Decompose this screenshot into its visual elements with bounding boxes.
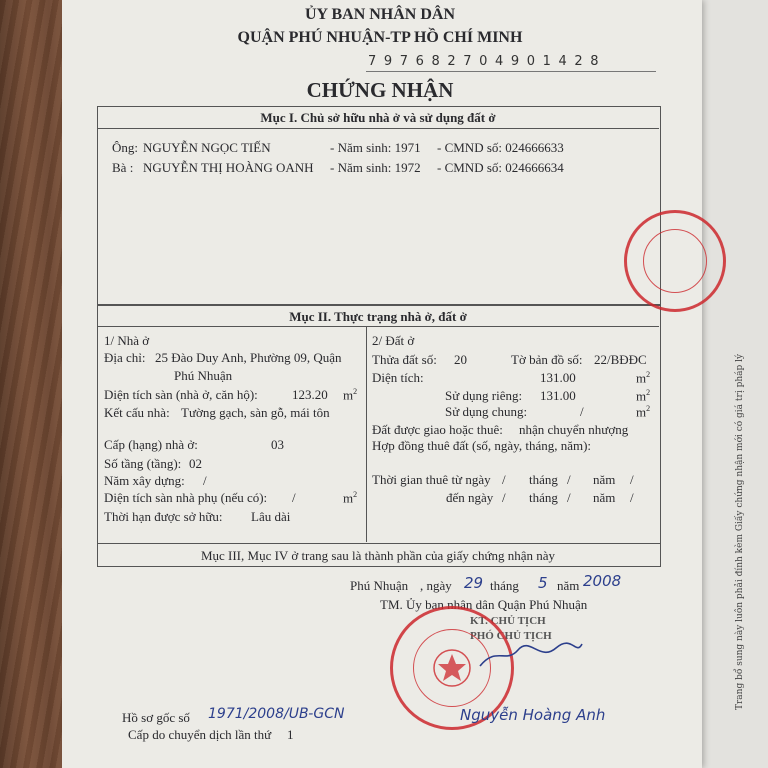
- lease-to-year: /: [630, 490, 634, 505]
- footer-note: Mục III, Mục IV ở trang sau là thành phần của giấy chứng nhận này: [200, 548, 556, 563]
- issuer-line2: QUẬN PHÚ NHUẬN-TP HỒ CHÍ MINH: [237, 29, 523, 46]
- aux-area-value: /: [292, 490, 296, 505]
- signing-place: Phú Nhuận: [350, 578, 409, 593]
- signing-year-label: năm: [557, 578, 580, 593]
- wood-grain: [0, 0, 70, 768]
- owner1-prefix: Ông:: [112, 140, 138, 155]
- private-use-value: 131.00: [540, 388, 576, 403]
- address-label: Địa chỉ:: [104, 350, 146, 365]
- section1-heading: Mục I. Chủ sở hữu nhà ở và sử dụng đất ở: [260, 110, 496, 125]
- address-line2: Phú Nhuận: [174, 368, 233, 383]
- signing-day: 29: [464, 574, 484, 592]
- house-title: 1/ Nhà ở: [104, 333, 150, 348]
- signing-role1: KT. CHỦ TỊCH: [470, 615, 546, 627]
- file-number-label: Hồ sơ gốc số: [122, 710, 190, 725]
- term-value: Lâu dài: [251, 509, 291, 524]
- private-use-label: Sử dụng riêng:: [445, 388, 523, 403]
- term-label: Thời hạn được sở hữu:: [104, 509, 223, 524]
- map-value: 22/BĐĐC: [594, 352, 647, 367]
- lease-from-year: /: [630, 472, 634, 487]
- lease-to-month-label: tháng: [529, 490, 558, 505]
- allocation-label: Đất được giao hoặc thuê:: [372, 422, 503, 437]
- section1-box: [97, 106, 661, 306]
- lease-from-day: /: [502, 472, 506, 487]
- section2-heading: Mục II. Thực trạng nhà ở, đất ở: [289, 309, 467, 324]
- lease-from-month: /: [567, 472, 571, 487]
- owner1-id: - CMND số: 024666633: [437, 140, 564, 155]
- signing-role2: PHÓ CHỦ TỊCH: [470, 630, 552, 642]
- year-built-value: /: [203, 473, 207, 488]
- issue-count-value: 1: [287, 727, 294, 742]
- shared-use-value: /: [580, 404, 584, 419]
- signature-scribble: [476, 636, 586, 676]
- owner2-name: NGUYỄN THỊ HOÀNG OANH: [143, 160, 314, 175]
- floor-area-unit: $m^2$: [343, 387, 358, 403]
- supplement-page-text: Trang bổ sung này luôn phải đính kèm Giấy chứng nhận mới có giá trị pháp lý: [735, 353, 745, 710]
- signer-name: Nguyễn Hoàng Anh: [460, 706, 606, 724]
- owner1-name: NGUYỄN NGỌC TIẾN: [143, 140, 271, 155]
- floors-value: 02: [189, 456, 202, 471]
- lease-to-year-label: năm: [593, 490, 616, 505]
- star-emblem-icon: [430, 646, 474, 690]
- structure-value: Tường gạch, sàn gỗ, mái tôn: [181, 405, 330, 420]
- owner2-birth: - Năm sinh: 1972: [330, 160, 421, 175]
- serial-number: 797682704901428: [368, 54, 607, 69]
- lease-to-day: /: [502, 490, 506, 505]
- parcel-value: 20: [454, 352, 467, 367]
- owner2-id: - CMND số: 024666634: [437, 160, 564, 175]
- owner2-prefix: Bà :: [112, 160, 134, 175]
- section2-column-divider: [366, 326, 367, 542]
- document-title: CHỨNG NHẬN: [306, 78, 454, 102]
- lease-from-month-label: tháng: [529, 472, 558, 487]
- allocation-value: nhận chuyển nhượng: [519, 422, 629, 437]
- side-seal-stamp: [624, 210, 726, 312]
- issuer-line1: ỦY BAN NHÂN DÂN: [304, 6, 456, 23]
- lease-contract-label: Hợp đồng thuê đất (số, ngày, tháng, năm):: [372, 438, 592, 453]
- floor-area-label: Diện tích sàn (nhà ở, căn hộ):: [104, 387, 258, 402]
- lease-to-label: đến ngày: [446, 490, 494, 505]
- land-title: 2/ Đất ở: [372, 333, 415, 348]
- grade-label: Cấp (hạng) nhà ở:: [104, 437, 198, 452]
- shared-use-unit: $m^2$: [636, 404, 651, 420]
- land-area-value: 131.00: [540, 370, 576, 385]
- year-built-label: Năm xây dựng:: [104, 473, 185, 488]
- issue-count-label: Cấp do chuyển dịch lần thứ: [128, 727, 272, 742]
- parcel-label: Thửa đất số:: [372, 352, 437, 367]
- side-seal-inner: [643, 229, 707, 293]
- lease-from-year-label: năm: [593, 472, 616, 487]
- lease-to-month: /: [567, 490, 571, 505]
- signing-authority: TM. Ủy ban nhân dân Quận Phú Nhuận: [380, 597, 588, 612]
- floor-area-value: 123.20: [292, 387, 328, 402]
- signing-day-label: , ngày: [420, 578, 452, 593]
- shared-use-label: Sử dụng chung:: [445, 404, 528, 419]
- map-label: Tờ bản đồ số:: [511, 352, 583, 367]
- lease-from-label: Thời gian thuê từ ngày: [372, 472, 491, 487]
- signing-year: 2008: [583, 572, 622, 590]
- floors-label: Số tầng (tầng):: [104, 456, 182, 471]
- signing-month-label: tháng: [490, 578, 519, 593]
- file-number-value: 1971/2008/UB-GCN: [208, 706, 345, 722]
- address-line1: 25 Đào Duy Anh, Phường 09, Quận: [155, 350, 342, 365]
- land-area-label: Diện tích:: [372, 370, 424, 385]
- signing-month: 5: [538, 574, 548, 592]
- owner1-birth: - Năm sinh: 1971: [330, 140, 421, 155]
- land-area-unit: $m^2$: [636, 370, 651, 386]
- grade-value: 03: [271, 437, 284, 452]
- supplement-page: [695, 0, 768, 768]
- aux-area-unit: $m^2$: [343, 490, 358, 506]
- private-use-unit: $m^2$: [636, 388, 651, 404]
- aux-area-label: Diện tích sàn nhà phụ (nếu có):: [104, 490, 268, 505]
- structure-label: Kết cấu nhà:: [104, 405, 170, 420]
